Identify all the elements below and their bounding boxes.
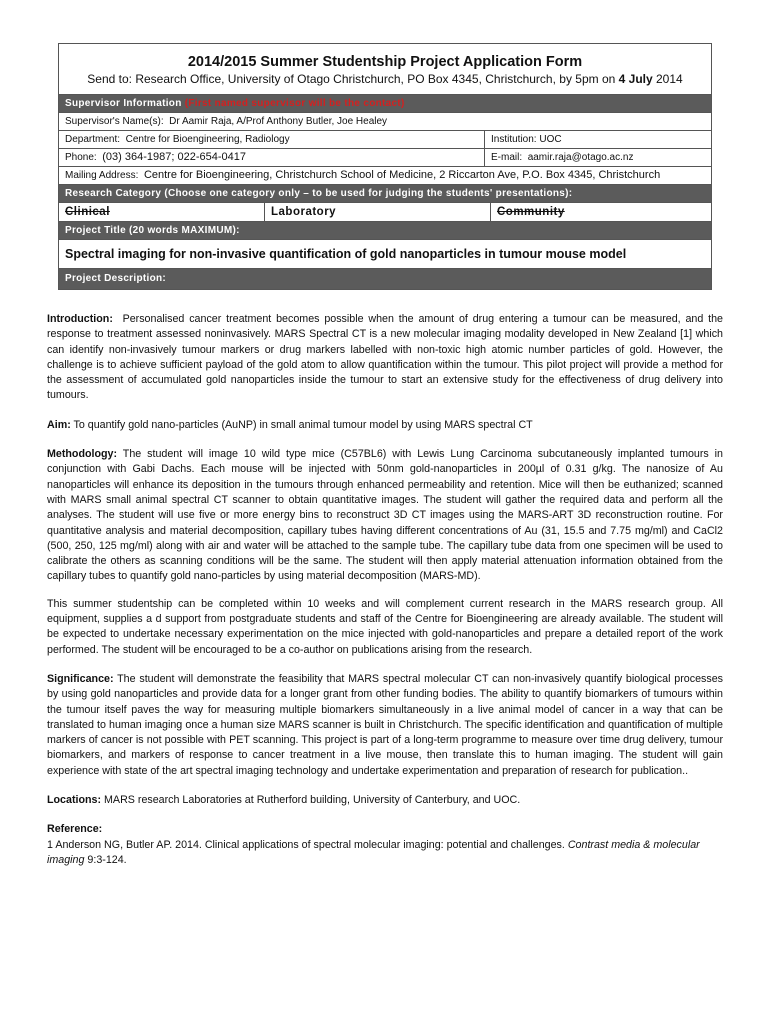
category-community[interactable]: Community bbox=[497, 206, 565, 218]
supervisor-names-value: Dr Aamir Raja, A/Prof Anthony Butler, Joe Healey bbox=[169, 116, 388, 127]
locations-label: Locations: bbox=[47, 794, 102, 807]
significance-text: The student will demonstrate the feasibility that MARS spectral molecular CT can non-invasively quantify biological processes by using gold nanoparticles and provide data for a longer grant from other funding bodies. The ability to quantify biomarkers of tumours within the tumour itself paves the way for measuring multiple biomarkers simultaneously in a live animal model of cancer in a way that can be translated to human imaging once a human size MARS scanner is built in Christchurch. The specific identification and quantification of multiple markers of cancer is not possible with PET scanning. This project is part of a long-term programme to measure over time drug delivery, tumour biomarkers, and markers of response to cancer treatment in a live mouse, then translate this to human imaging. The student will gain experience with state of the art spectral imaging technology and undertake experimentation and preparation of research for publication.. bbox=[47, 672, 723, 777]
supervisor-names-label: Supervisor's Name(s): bbox=[65, 116, 164, 127]
form-header bbox=[59, 44, 711, 95]
contact-row bbox=[59, 149, 711, 167]
methodology-paragraph bbox=[47, 447, 723, 585]
deadline-year: 2014 bbox=[652, 72, 683, 86]
methodology-label: Methodology: bbox=[47, 448, 118, 461]
introduction-label: Introduction: bbox=[47, 313, 113, 325]
category-laboratory[interactable]: Laboratory bbox=[265, 203, 491, 221]
email-value: aamir.raja@otago.ac.nz bbox=[527, 152, 634, 163]
aim-text: To quantify gold nano-particles (AuNP) in small animal tumour model by using MARS spectral CT bbox=[73, 418, 533, 431]
address-label: Mailing Address: bbox=[65, 170, 139, 181]
project-title-heading bbox=[59, 222, 711, 240]
completion-text: This summer studentship can be completed within 10 weeks and will complement current research in the MARS research group. All equipment, supplies a d support from postgraduate students and staff of the Centre for Bioengineering are already available. The student will be expected to undertake necessary experimentation on the mice injected with gold-nanoparticles and prepare a detailed report of the work performed. The student will be encouraged to be a co-author on publications arising from the research. bbox=[47, 597, 723, 656]
methodology-text: The student will image 10 wild type mice (C57BL6) with Lewis Lung Carcinoma subcutaneously implanted tumours in conjunction with Gabi Dachs. Each mouse will be injected with 50nm gold-nanoparticles in 200µl of 0.31 g/kg. The nanosize of Au nanoparticles will enhance its deposition in the tumours through enhanced permeability and retention. Mice will then be euthanized; scanned with MARS small animal spectral CT scanner to obtain quantitative images. The student will gather the required data and perform all the analyses. The student will use five or more energy bins to reconstruct 3D CT images using the MARS-ART 3D reconstruction routine. For quantitative analysis and material decomposition, capillary tubes having different concentrations of Au (31, 15.5 and 7.75 mg/ml) and CaCl2 (500, 250, 125 mg/ml) along with air and water will be attached to the sample tube. The capillary tube data from one specimen will be used to calibrate the others as scanning conditions will be the same. The student will then apply material attenuation information obtained from the capillary tubes to quantify gold nano-particles by using material decomposition (MARS-MD). bbox=[47, 448, 723, 583]
aim-label: Aim: bbox=[47, 418, 71, 431]
reference-text: 1 Anderson NG, Butler AP. 2014. Clinical applications of spectral molecular imaging: potential and challenges. bbox=[47, 838, 565, 851]
supervisor-names-row bbox=[59, 113, 711, 131]
address-row bbox=[59, 167, 711, 185]
category-options-row bbox=[59, 203, 711, 222]
send-to-text: Send to: Research Office, University of Otago Christchurch, PO Box 4345, Christchurch, by 5pm on bbox=[87, 72, 619, 86]
significance-paragraph bbox=[47, 672, 723, 779]
email-label: E-mail: bbox=[491, 152, 523, 163]
supervisor-heading bbox=[59, 95, 711, 113]
application-form bbox=[58, 43, 712, 290]
send-to-line bbox=[63, 71, 707, 87]
introduction-text: Personalised cancer treatment becomes possible when the amount of drug entering a tumour can be measured, and the response to treatment assessed noninvasively. MARS Spectral CT is a new molecular imaging modality developed in New Zealand [1] which can identify non-invasively tumour markers or drug markers labelled with non-toxic high atomic number particles of gold. However, the challenge is to achieve sufficient payload of the gold atom to allow quantification within the tumour. This pilot project will provide a method for the assessment of accumulated gold nanoparticles inside the tumour to start an extensive study for the effectiveness of drug delivery into tumours. bbox=[47, 313, 723, 402]
phone-value: (03) 364-1987; 022-654-0417 bbox=[102, 151, 246, 163]
project-description-heading-text: Project Description: bbox=[65, 273, 167, 284]
supervisor-heading-note: (First named supervisor will be the contact) bbox=[184, 98, 405, 109]
category-clinical[interactable]: Clinical bbox=[59, 203, 265, 221]
department-value: Centre for Bioengineering, Radiology bbox=[125, 134, 290, 145]
locations-paragraph bbox=[47, 793, 723, 808]
project-title-heading-text: Project Title (20 words MAXIMUM): bbox=[65, 225, 240, 236]
reference-pages: 9:3-124. bbox=[87, 853, 127, 866]
deadline-date: 4 July bbox=[618, 72, 653, 86]
category-heading-text: Research Category (Choose one category only – to be used for judging the students' presentations): bbox=[65, 188, 573, 199]
category-heading bbox=[59, 185, 711, 203]
project-description-heading bbox=[59, 269, 711, 289]
address-value: Centre for Bioengineering, Christchurch School of Medicine, 2 Riccarton Ave, P.O. Box 4345, Christchurch bbox=[143, 169, 661, 181]
reference-paragraph bbox=[47, 822, 723, 868]
reference-journal: Contrast media & molecular imaging bbox=[47, 838, 700, 866]
institution-label: Institution: bbox=[491, 134, 537, 145]
department-row bbox=[59, 131, 711, 149]
completion-paragraph bbox=[47, 597, 723, 658]
supervisor-heading-text: Supervisor Information bbox=[65, 98, 182, 109]
introduction-paragraph bbox=[47, 312, 723, 404]
significance-label: Significance: bbox=[47, 672, 114, 685]
project-description-body bbox=[47, 312, 723, 882]
project-title-row bbox=[59, 240, 711, 269]
project-title: Spectral imaging for non-invasive quantification of gold nanoparticles in tumour mouse model bbox=[65, 247, 627, 261]
department-label: Department: bbox=[65, 134, 121, 145]
phone-label: Phone: bbox=[65, 152, 97, 163]
aim-paragraph bbox=[47, 418, 723, 433]
institution-value: UOC bbox=[539, 134, 562, 145]
form-title: 2014/2015 Summer Studentship Project Application Form bbox=[187, 54, 583, 70]
reference-label: Reference: bbox=[47, 823, 103, 836]
locations-text: MARS research Laboratories at Rutherford building, University of Canterbury, and UOC. bbox=[104, 794, 521, 807]
